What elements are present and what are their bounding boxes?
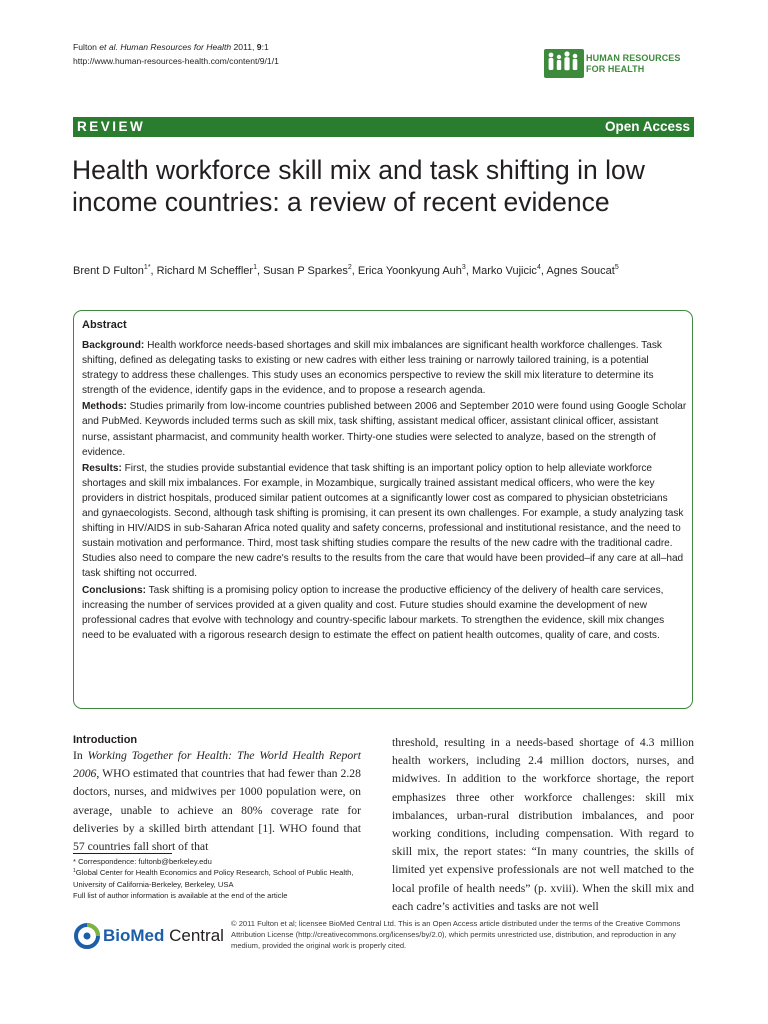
citation-year: 2011, bbox=[233, 42, 255, 52]
author-list: Brent D Fulton$^{1*}$, Richard M Scheffler$^1$, Susan P Sparkes$^2$, Erica Yoonkyung Auh$^3$, Marko Vujicic$^4$, Agnes Soucat$^5$ bbox=[73, 264, 619, 277]
people-logo-icon bbox=[544, 44, 584, 78]
abstract-results bbox=[82, 461, 687, 582]
citation-header bbox=[73, 40, 279, 68]
logo-wordmark bbox=[586, 53, 681, 75]
affiliation-1 bbox=[73, 867, 373, 890]
abstract-box bbox=[73, 310, 693, 709]
author-affiliation: 1* bbox=[143, 264, 151, 271]
article-title: Health workforce skill mix and task shifting in low income countries: a review of recent evidence bbox=[72, 155, 645, 217]
correspondence[interactable]: * Correspondence: fultonb@berkeley.edu bbox=[73, 857, 212, 866]
results-label: Results: bbox=[82, 462, 122, 474]
bmc-bio: BioMed bbox=[103, 926, 165, 945]
author-affiliation: 1 bbox=[253, 264, 257, 271]
intro-lead: In bbox=[73, 749, 88, 762]
citation-author: Fulton bbox=[73, 42, 97, 52]
abstract-background bbox=[82, 338, 687, 398]
open-access-label: Open Access bbox=[604, 119, 690, 134]
author-name: Agnes Soucat bbox=[546, 265, 615, 277]
license-text: © 2011 Fulton et al; licensee BioMed Central Ltd. This is an Open Access article distributed under the terms of the Creative Commons Attribution License (http://creativecommons.org/licenses/by/2.0), which permits unrestricted use, distribution, and reproduction in any medium, provided the original work is properly cited. bbox=[231, 919, 681, 950]
bmc-wordmark bbox=[103, 925, 224, 947]
conclusions-label: Conclusions: bbox=[82, 584, 146, 596]
abstract-heading: Abstract bbox=[82, 319, 127, 331]
article-type-label: REVIEW bbox=[77, 119, 146, 134]
author-name: Brent D Fulton bbox=[73, 265, 144, 277]
citation-journal: Human Resources for Health bbox=[120, 42, 232, 52]
affiliation-number: 1 bbox=[73, 868, 76, 875]
intro-body: , WHO estimated that countries that had fewer than 2.28 doctors, nurses, and midwives per 1000 population were, on average, unable to achieve an 80% coverage rate for deliveries by a skilled birth attendant [1]. WHO found that 57 countries fall short of that bbox=[73, 767, 361, 854]
journal-logo[interactable] bbox=[544, 44, 694, 78]
methods-text: Studies primarily from low-income countries published between 2006 and September 2010 were found using Google Scholar and PubMed. Keywords included terms such as skill mix, task shifting, assistant medical officer, assistant clinical officer, assistant nurse, assistant pharmacist, and community health worker. Thirty-one studies were selected to analyze, based on the strength of evidence. bbox=[82, 401, 687, 458]
logo-line-2: FOR HEALTH bbox=[586, 64, 645, 74]
results-text: First, the studies provide substantial evidence that task shifting is an important policy option to help alleviate workforce shortages and skill mix imbalances. For example, in Mozambique, surgically trained assistant medical officers, who were the key providers in district hospitals, produced similar patient outcomes at a significantly lower cost as compared to physician obstetricians and gynaecologists. Second, although task shifting is promising, it can present its own challenges. For example, a study analyzing task shifting in HIV/AIDS in sub-Saharan Africa noted quality and safety concerns, professional and institutional resistance, and the need to sustain motivation and performance. Third, most task shifting studies compare the results of the new cadre with the traditional cadre. Studies also need to compare the new cadre's results to the results from the care that would have been provided–if any care at all–had task shifting not occurred. bbox=[82, 462, 684, 580]
footnotes bbox=[73, 856, 373, 901]
conclusions-text: Task shifting is a promising policy option to increase the productive efficiency of the delivery of health care services, increasing the number of services provided at a given quality and cost. Future studies should examine the development of new professional cadres that evolve with technology and country-specific labour markets. To strengthen the evidence, skill mix changes need to be evaluated with a rigorous research design to estimate the effect on patient health outcomes, quality of care, and costs. bbox=[82, 584, 665, 641]
article-url[interactable]: http://www.human-resources-health.com/content/9/1/1 bbox=[73, 56, 279, 66]
body-text-right: threshold, resulting in a needs-based shortage of 4.3 million health workers, including 2.4 million doctors, nurses, and midwives. In addition to the workforce shortage, the report emphasizes three other workforce challenges: skill mix imbalances, urban-rural distribution imbalances, and poor working conditions, including compensation. With regard to skill mix, the report states: “In many countries, the skills of limited yet expensive professionals are not well matched to the local profile of health needs” (p. xviii). When the skill mix and each cadre’s activities and tasks are not well bbox=[392, 736, 694, 913]
footnote-divider bbox=[73, 853, 172, 854]
author-affiliation: 5 bbox=[614, 264, 619, 271]
abstract-methods bbox=[82, 399, 687, 459]
abstract-conclusions bbox=[82, 583, 687, 643]
author-affiliation: 3 bbox=[461, 264, 466, 271]
report-title: Working Together for Health: The World Health Report 2006 bbox=[73, 749, 361, 781]
methods-label: Methods: bbox=[82, 401, 127, 413]
bmc-central: Central bbox=[169, 926, 224, 945]
author-name: Marko Vujicic bbox=[471, 265, 537, 277]
full-list-note: Full list of author information is available at the end of the article bbox=[73, 890, 288, 900]
author-name: Susan P Sparkes bbox=[263, 265, 348, 277]
bmc-swirl-icon bbox=[73, 916, 103, 956]
background-text: Health workforce needs-based shortages and skill mix imbalances are significant health workforce challenges. Task shifting, defined as delegating tasks to existing or new cadres with either less training or narrowly tailored training, is a potential strategy to address these challenges. This study uses an economics perspective to review the skill mix literature to determine its strength of the evidence, identify gaps in the evidence, and to propose a research agenda. bbox=[82, 340, 662, 397]
citation-issue: :1 bbox=[261, 42, 269, 52]
citation-line bbox=[73, 40, 279, 54]
author-name: Richard M Scheffler bbox=[156, 265, 254, 277]
introduction-heading: Introduction bbox=[73, 734, 138, 746]
affiliation-text: Global Center for Health Economics and Policy Research, School of Public Health, University of California-Berkeley, Berkeley, USA bbox=[73, 868, 354, 889]
citation-volume: 9 bbox=[256, 42, 262, 52]
biomed-central-logo[interactable] bbox=[73, 916, 223, 956]
author-affiliation: 2 bbox=[347, 264, 352, 271]
introduction-text bbox=[73, 747, 361, 856]
logo-line-1: HUMAN RESOURCES bbox=[586, 53, 681, 63]
author-affiliation: 4 bbox=[536, 264, 541, 271]
citation-etal: et al. bbox=[99, 42, 118, 52]
body-column-left bbox=[73, 733, 361, 856]
body-column-right bbox=[392, 734, 694, 916]
background-label: Background: bbox=[82, 340, 145, 351]
author-name: Erica Yoonkyung Auh bbox=[357, 265, 462, 277]
article-type-banner bbox=[73, 117, 694, 137]
